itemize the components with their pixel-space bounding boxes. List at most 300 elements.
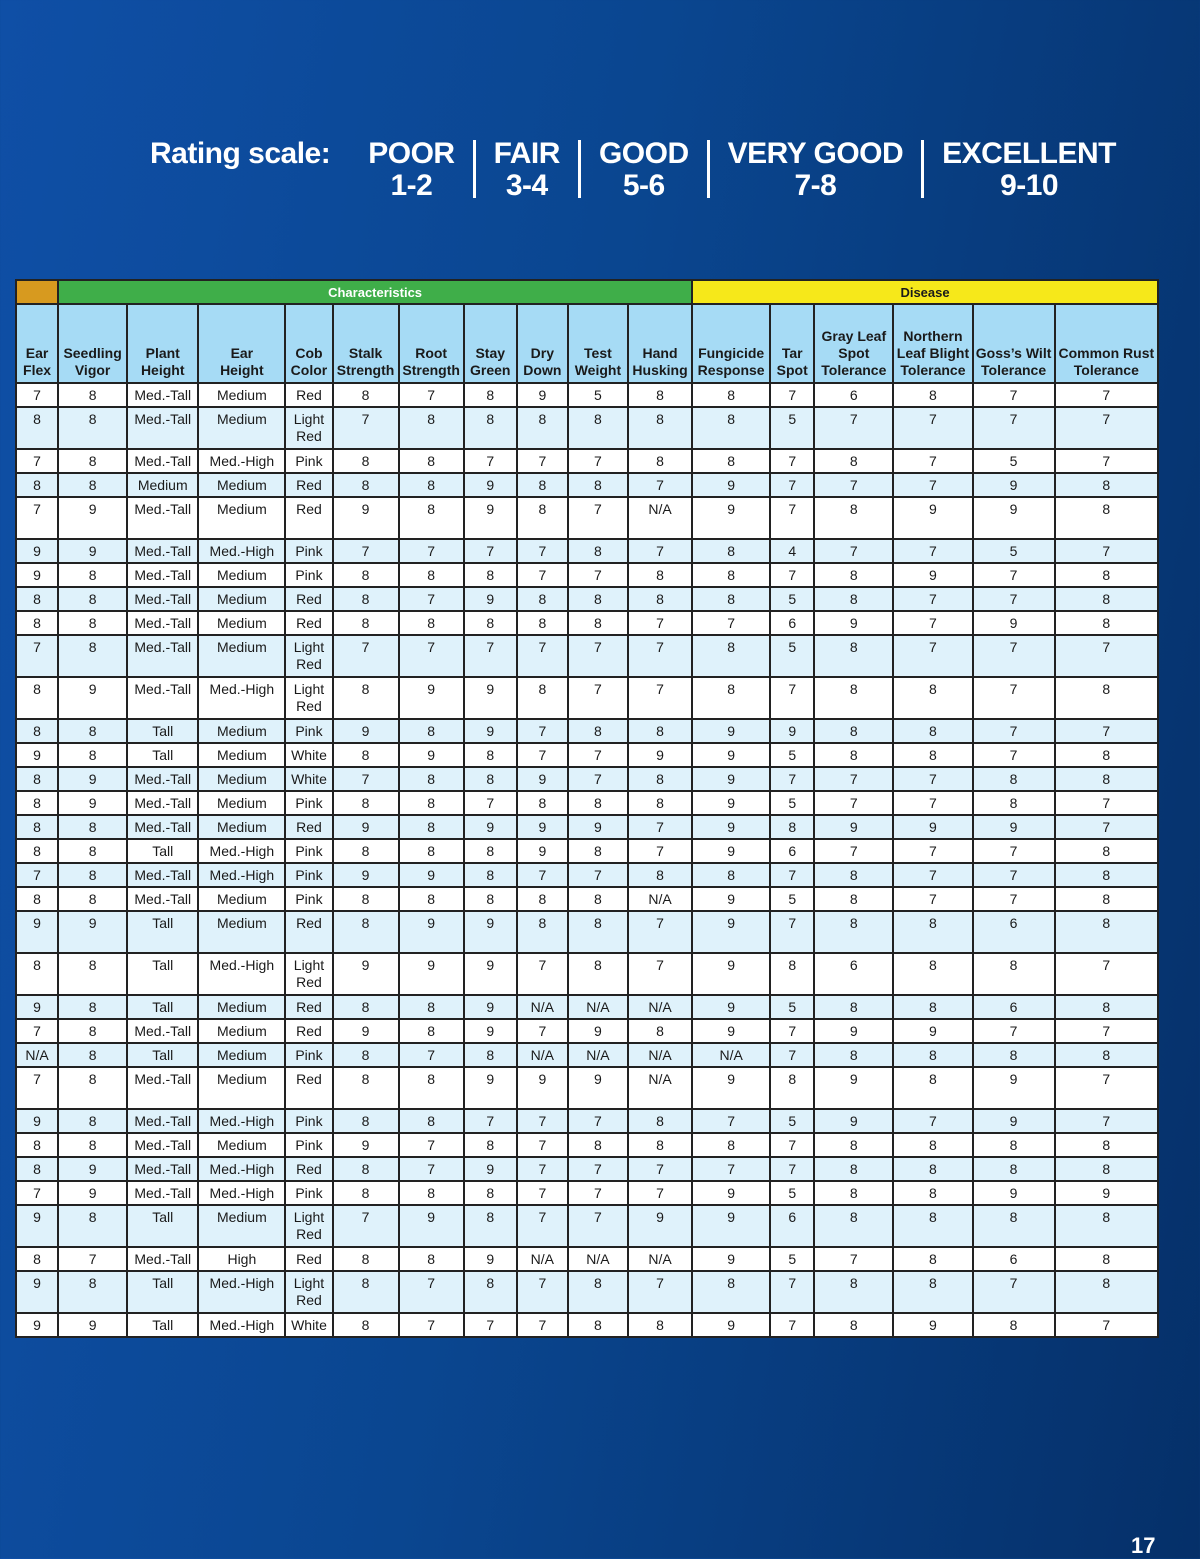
table-cell: 8 [893,383,972,407]
table-cell: Med.-Tall [127,1019,198,1043]
table-cell: 8 [58,587,127,611]
table-cell: Med.-Tall [127,1157,198,1181]
table-cell: 7 [568,449,628,473]
table-cell: 8 [464,743,517,767]
column-header-line: Tolerance [1073,362,1139,378]
table-cell: High [198,1247,285,1271]
table-cell: Med.-Tall [127,563,198,587]
table-cell: 9 [517,767,568,791]
table-cell: 7 [814,1247,893,1271]
table-cell: 7 [814,839,893,863]
table-cell: 8 [568,1271,628,1313]
table-cell: 7 [973,839,1055,863]
table-cell: 9 [58,1313,127,1337]
table-cell: Red [285,1247,332,1271]
table-cell: 7 [973,1271,1055,1313]
column-header-line: Seedling [63,345,122,361]
table-cell: 8 [568,1313,628,1337]
column-header [973,304,1055,383]
table-cell: 7 [517,863,568,887]
table-cell: 9 [333,719,399,743]
table-cell: 7 [517,539,568,563]
table-cell: 8 [770,953,814,995]
table-cell: N/A [568,995,628,1019]
table-cell: 7 [770,449,814,473]
column-header-line: Height [220,362,264,378]
table-cell: 7 [770,863,814,887]
page-number: 17 [1131,1533,1156,1558]
table-cell: 8 [399,791,464,815]
table-cell: 8 [568,1133,628,1157]
table-cell: 7 [893,539,972,563]
table-cell: Pink [285,539,332,563]
table-cell: 7 [16,497,58,539]
table-cell: 8 [814,563,893,587]
table-cell: 7 [16,1067,58,1109]
table-cell: 8 [973,1157,1055,1181]
table-row [16,1043,1158,1067]
table-cell: Light Red [285,635,332,677]
column-header-line: Strength [336,362,395,378]
table-cell: 7 [568,863,628,887]
table-cell: Med.-Tall [127,1181,198,1205]
table-cell: 9 [973,815,1055,839]
table-cell: 4 [770,539,814,563]
table-cell: 7 [568,1157,628,1181]
table-cell: 9 [58,911,127,953]
table-cell: White [285,767,332,791]
table-cell: Med.-Tall [127,449,198,473]
table-body [16,383,1158,1337]
table-cell: N/A [692,1043,770,1067]
table-cell: 8 [1055,1271,1158,1313]
table-cell: 9 [692,1205,770,1247]
table-cell: Medium [198,383,285,407]
table-cell: 8 [16,1247,58,1271]
table-cell: 8 [399,449,464,473]
table-cell: 8 [568,407,628,449]
table-cell: 9 [517,815,568,839]
table-cell: Red [285,1157,332,1181]
table-cell: 7 [893,791,972,815]
table-cell: 9 [464,1067,517,1109]
table-cell: 9 [628,1205,692,1247]
table-cell: 8 [517,407,568,449]
table-cell: 8 [399,407,464,449]
table-cell: 7 [628,953,692,995]
table-cell: 8 [399,1109,464,1133]
column-header [333,304,399,383]
table-cell: N/A [628,1043,692,1067]
table-cell: Light Red [285,407,332,449]
table-cell: 8 [16,1157,58,1181]
table-cell: 8 [568,791,628,815]
table-cell: 7 [814,473,893,497]
table-cell: 7 [517,1157,568,1181]
table-cell: Medium [198,719,285,743]
table-cell: 5 [770,995,814,1019]
table-cell: 9 [973,473,1055,497]
table-cell: 9 [973,1109,1055,1133]
table-cell: 8 [973,767,1055,791]
table-cell: Tall [127,1271,198,1313]
table-cell: Red [285,497,332,539]
table-cell: 5 [770,635,814,677]
table-row [16,539,1158,563]
table-cell: 7 [517,449,568,473]
table-cell: N/A [628,887,692,911]
table-cell: 9 [16,743,58,767]
table-cell: 9 [16,995,58,1019]
table-row [16,863,1158,887]
table-cell: Med.-Tall [127,863,198,887]
column-header-line: Tolerance [821,362,887,378]
table-cell: 8 [568,887,628,911]
table-cell: 8 [692,449,770,473]
table-row [16,563,1158,587]
table-cell: 8 [692,563,770,587]
table-cell: Med.-High [198,677,285,719]
table-cell: 9 [692,497,770,539]
table-cell: Pink [285,1133,332,1157]
table-cell: 9 [399,863,464,887]
table-cell: 8 [1055,587,1158,611]
column-header-line: Test [584,345,612,361]
table-cell: 8 [814,587,893,611]
table-cell: 8 [464,1133,517,1157]
table-cell: 7 [770,1271,814,1313]
table-cell: 8 [333,1181,399,1205]
table-cell: 8 [893,1043,972,1067]
rating-scale [150,136,1134,202]
table-cell: 7 [1055,635,1158,677]
table-cell: 8 [58,1043,127,1067]
rating-level-name: EXCELLENT [942,137,1117,170]
table-cell: 8 [814,995,893,1019]
table-cell: Med.-High [198,539,285,563]
table-row [16,1157,1158,1181]
table-cell: 7 [399,539,464,563]
table-cell: N/A [628,1067,692,1109]
table-cell: 7 [628,911,692,953]
table-cell: 9 [58,767,127,791]
table-cell: 8 [973,1133,1055,1157]
table-cell: 7 [1055,449,1158,473]
table-cell: 5 [973,449,1055,473]
table-cell: 7 [1055,539,1158,563]
table-cell: 8 [16,1133,58,1157]
table-cell: Red [285,911,332,953]
table-cell: 9 [692,1019,770,1043]
table-cell: 8 [58,995,127,1019]
table-row [16,1109,1158,1133]
column-header [285,304,332,383]
table-cell: 8 [333,911,399,953]
table-cell: 7 [893,887,972,911]
table-cell: 7 [399,1271,464,1313]
table-cell: 8 [517,887,568,911]
table-cell: 7 [893,611,972,635]
rating-level-good [581,136,707,202]
table-cell: Medium [198,587,285,611]
table-cell: 7 [893,839,972,863]
table-cell: 7 [517,1181,568,1205]
table-cell: 8 [399,839,464,863]
table-cell: Med.-High [198,1157,285,1181]
column-header [127,304,198,383]
table-cell: 8 [692,539,770,563]
table-cell: 8 [973,1313,1055,1337]
table-cell: 7 [399,1313,464,1337]
column-header [198,304,285,383]
table-cell: 8 [58,887,127,911]
table-cell: 8 [1055,887,1158,911]
table-cell: 7 [628,815,692,839]
table-cell: 5 [770,587,814,611]
table-cell: 8 [770,1067,814,1109]
column-header-line: Ear [25,345,49,361]
table-cell: 8 [628,1019,692,1043]
table-cell: Tall [127,839,198,863]
table-cell: 8 [1055,863,1158,887]
table-cell: 8 [628,719,692,743]
table-cell: 7 [399,383,464,407]
table-cell: 8 [628,791,692,815]
column-header-line: Tolerance [900,362,966,378]
table-cell: 9 [464,719,517,743]
column-header [893,304,972,383]
table-cell: Med.-High [198,1313,285,1337]
table-cell: 9 [58,677,127,719]
column-header-line: Ear [230,345,254,361]
table-cell: 7 [1055,1313,1158,1337]
table-cell: 9 [814,611,893,635]
table-cell: 9 [464,1019,517,1043]
table-cell: 9 [464,911,517,953]
table-cell: 7 [770,1043,814,1067]
table-cell: 9 [58,539,127,563]
column-header-line: Height [140,362,185,378]
table-cell: Medium [198,497,285,539]
table-cell: 7 [16,1181,58,1205]
table-cell: 8 [16,767,58,791]
table-cell: 8 [399,497,464,539]
table-cell: 9 [692,887,770,911]
column-header [814,304,893,383]
table-cell: 8 [517,911,568,953]
table-cell: Medium [198,563,285,587]
table-cell: 8 [58,563,127,587]
table-cell: 5 [770,1181,814,1205]
table-cell: 9 [464,473,517,497]
table-cell: 7 [692,1109,770,1133]
table-cell: 8 [628,383,692,407]
table-cell: 9 [568,1067,628,1109]
table-cell: 9 [464,815,517,839]
table-row [16,1271,1158,1313]
table-cell: 8 [399,1019,464,1043]
column-header-line: Spot [776,362,808,378]
table-cell: N/A [568,1043,628,1067]
table-cell: Medium [198,815,285,839]
table-cell: 5 [770,791,814,815]
table-cell: Medium [198,1019,285,1043]
table-cell: 8 [692,407,770,449]
table-cell: 8 [517,677,568,719]
column-header [399,304,464,383]
table-cell: 9 [814,1067,893,1109]
table-cell: Med.-High [198,953,285,995]
table-cell: Med.-High [198,1109,285,1133]
table-cell: 8 [333,1109,399,1133]
column-header [628,304,692,383]
table-cell: 9 [399,953,464,995]
table-cell: 8 [893,1247,972,1271]
table-row [16,407,1158,449]
table-cell: 8 [399,1247,464,1271]
table-cell: 8 [517,611,568,635]
table-row [16,587,1158,611]
table-cell: Med.-High [198,839,285,863]
table-cell: 9 [517,383,568,407]
table-cell: 7 [628,611,692,635]
table-cell: Med.-Tall [127,407,198,449]
table-cell: 7 [1055,1067,1158,1109]
table-cell: 8 [692,635,770,677]
table-cell: 7 [893,1109,972,1133]
column-header-line: Goss’s Wilt [975,345,1052,361]
table-cell: 7 [517,1019,568,1043]
table-cell: 9 [464,995,517,1019]
table-row [16,635,1158,677]
table-cell: 9 [16,539,58,563]
table-cell: 8 [568,539,628,563]
table-cell: 8 [333,1157,399,1181]
table-cell: 8 [814,1157,893,1181]
table-row [16,767,1158,791]
table-cell: 7 [464,635,517,677]
table-cell: 9 [16,1271,58,1313]
table-cell: 9 [893,563,972,587]
table-cell: N/A [517,995,568,1019]
table-cell: Pink [285,791,332,815]
table-cell: 7 [893,473,972,497]
column-header-line: Strength [402,362,460,378]
table-cell: 7 [692,611,770,635]
table-cell: 9 [893,815,972,839]
table-cell: 7 [464,1313,517,1337]
table-cell: 8 [517,791,568,815]
column-header-line: Cob [295,345,323,361]
table-cell: 7 [628,1271,692,1313]
table-cell: Red [285,587,332,611]
table-cell: 8 [16,407,58,449]
table-cell: Medium [198,1205,285,1247]
table-cell: 7 [893,407,972,449]
table-cell: 9 [973,1181,1055,1205]
table-cell: 5 [568,383,628,407]
table-cell: Pink [285,719,332,743]
table-cell: 7 [1055,383,1158,407]
table-cell: 8 [692,1133,770,1157]
table-cell: 8 [333,791,399,815]
table-cell: 7 [517,743,568,767]
table-cell: 8 [568,719,628,743]
table-cell: 9 [692,911,770,953]
table-cell: 7 [568,767,628,791]
table-cell: 7 [399,587,464,611]
table-cell: Medium [198,1067,285,1109]
table-cell: 7 [628,635,692,677]
table-cell: 9 [628,743,692,767]
rating-level-name: FAIR [493,137,560,170]
table-cell: Light Red [285,1271,332,1313]
table-row [16,473,1158,497]
table-cell: Med.-Tall [127,1247,198,1271]
table-cell: 8 [628,767,692,791]
table-row [16,677,1158,719]
table-cell: 7 [770,1313,814,1337]
table-cell: 7 [973,563,1055,587]
table-row [16,1205,1158,1247]
table-cell: 7 [770,1157,814,1181]
table-cell: 9 [58,791,127,815]
table-cell: 9 [399,677,464,719]
column-header-line: Green [470,362,511,378]
table-cell: 7 [770,1019,814,1043]
table-cell: 8 [814,449,893,473]
table-cell: Med.-Tall [127,677,198,719]
column-header [58,304,127,383]
table-cell: 7 [568,635,628,677]
table-cell: 9 [16,563,58,587]
table-cell: N/A [517,1247,568,1271]
table-cell: 7 [628,539,692,563]
column-header-line: Leaf Blight [896,345,970,361]
table-cell: 8 [517,473,568,497]
table-cell: 8 [692,587,770,611]
table-cell: 8 [333,995,399,1019]
table-cell: 7 [973,635,1055,677]
table-cell: Med.-Tall [127,539,198,563]
column-header-line: Dry [530,345,555,361]
table-cell: 8 [893,677,972,719]
table-cell: 9 [16,1205,58,1247]
column-header [568,304,628,383]
table-cell: 7 [973,863,1055,887]
table-cell: 8 [893,1271,972,1313]
column-header-line: Down [523,362,562,378]
table-cell: 8 [628,1133,692,1157]
table-cell: 8 [893,1205,972,1247]
table-cell: 8 [16,887,58,911]
table-cell: 7 [517,719,568,743]
table-cell: 9 [568,815,628,839]
table-cell: 9 [692,1247,770,1271]
table-cell: 8 [333,1271,399,1313]
table-cell: 8 [1055,1133,1158,1157]
table-cell: 8 [58,863,127,887]
table-cell: 9 [692,953,770,995]
table-cell: 8 [399,1181,464,1205]
table-cell: N/A [517,1043,568,1067]
table-cell: 9 [692,743,770,767]
table-cell: 8 [814,719,893,743]
table-cell: Medium [198,887,285,911]
table-cell: 8 [58,719,127,743]
table-cell: Medium [198,911,285,953]
table-cell: 9 [692,995,770,1019]
